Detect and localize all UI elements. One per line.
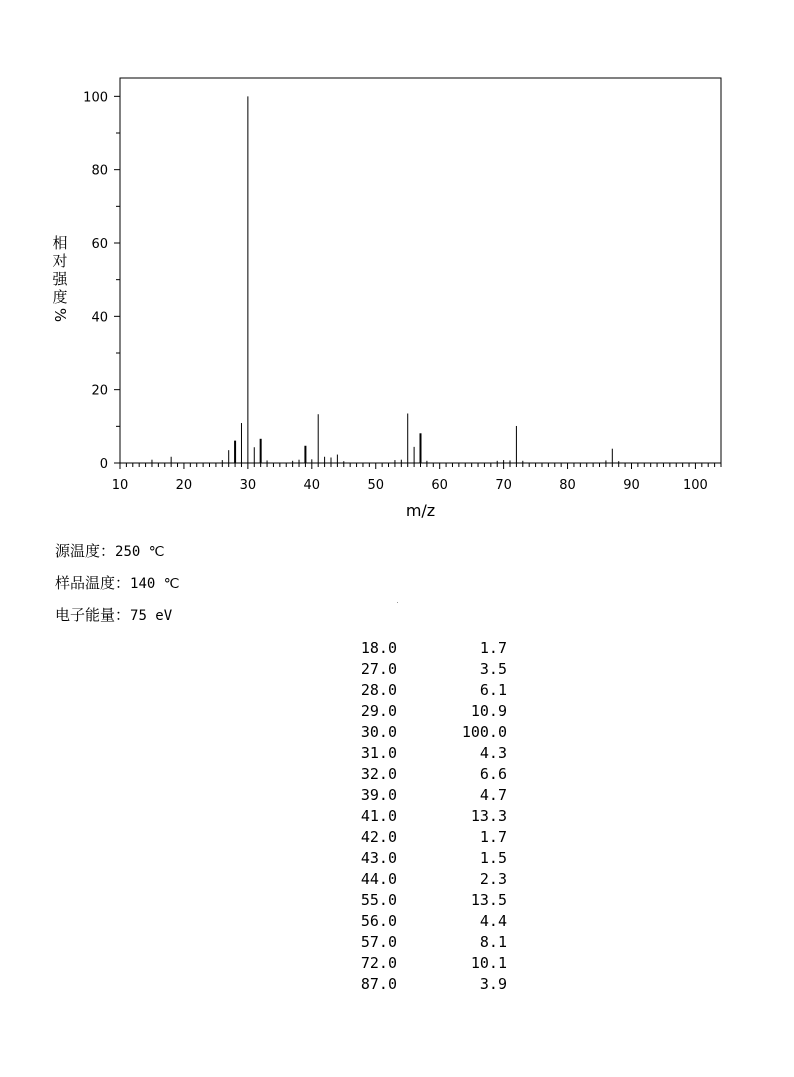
y-axis-label-char: 强: [52, 270, 68, 288]
peak-table-row: [345, 680, 507, 701]
peak-abundance: 1.7: [479, 828, 507, 846]
acquisition-conditions: [55, 538, 179, 634]
x-axis-title: m/z: [405, 501, 436, 520]
peak-abundance: 2.3: [479, 870, 507, 888]
peak-mz: 41.0: [360, 807, 397, 825]
peak-mz: 32.0: [360, 765, 397, 783]
x-tick-label: 20: [175, 478, 193, 493]
peak-abundance: 10.1: [470, 954, 507, 972]
peak-abundance: 13.5: [470, 891, 507, 909]
peak-abundance: 6.6: [479, 765, 507, 783]
condition-value: 250 ℃: [115, 544, 165, 560]
peak-mz: 42.0: [360, 828, 397, 846]
x-tick-label: 40: [303, 478, 321, 493]
peak-mz: 43.0: [360, 849, 397, 867]
x-tick-label: 50: [367, 478, 385, 493]
condition-value: 75 eV: [130, 608, 173, 624]
x-tick-label: 70: [495, 478, 512, 493]
condition-electron-energy: [55, 602, 179, 634]
peak-table-row: [345, 974, 507, 995]
y-axis-label: [50, 234, 70, 324]
peak-mz: 28.0: [360, 681, 397, 699]
peak-table-row: [345, 911, 507, 932]
peak-mz: 72.0: [360, 954, 397, 972]
peak-abundance: 4.4: [479, 912, 507, 930]
peak-mz: 39.0: [360, 786, 397, 804]
peak-table-row: [345, 638, 507, 659]
peak-table-row: [345, 890, 507, 911]
peak-table-row: [345, 827, 507, 848]
y-axis-unit: %: [51, 307, 69, 323]
peak-mz: 18.0: [360, 639, 397, 657]
peak-abundance: 1.5: [479, 849, 507, 867]
y-tick-label: 0: [99, 457, 108, 472]
x-tick-label: 10: [111, 478, 129, 493]
x-tick-label: 90: [623, 478, 640, 493]
x-tick-label: 80: [559, 478, 576, 493]
peak-table-row: [345, 785, 507, 806]
y-tick-label: 80: [91, 163, 108, 179]
peak-table-row: [345, 932, 507, 953]
x-tick-label: 60: [431, 478, 448, 493]
peak-table-row: [345, 659, 507, 680]
peak-table-row: [345, 806, 507, 827]
peak-table-row: [345, 953, 507, 974]
peak-abundance: 6.1: [479, 681, 507, 699]
peak-mz: 30.0: [360, 723, 397, 741]
condition-label: 源温度：: [55, 542, 116, 560]
y-tick-label: 20: [91, 383, 108, 399]
peak-mz: 56.0: [360, 912, 397, 930]
spectrum-plot: [0, 0, 794, 530]
peak-abundance: 3.9: [479, 975, 507, 993]
peak-abundance: 1.7: [479, 639, 507, 657]
y-axis-label-char: 度: [52, 288, 68, 306]
y-axis-label-char: 相: [52, 234, 68, 252]
y-axis-label-char: 对: [52, 252, 68, 270]
x-tick-label: 30: [239, 478, 257, 493]
peak-table-row: [345, 764, 507, 785]
peak-table: [345, 638, 507, 995]
condition-label: 样品温度：: [55, 574, 131, 592]
y-tick-label: 60: [91, 237, 108, 252]
y-tick-label: 100: [83, 90, 108, 106]
condition-sample-temp: [55, 570, 179, 602]
peak-mz: 55.0: [360, 891, 397, 909]
peak-abundance: 8.1: [479, 933, 507, 951]
peak-abundance: 3.5: [479, 660, 507, 678]
condition-source-temp: [55, 538, 179, 570]
peak-mz: 87.0: [360, 975, 397, 993]
peak-mz: 27.0: [360, 660, 397, 678]
y-tick-label: 40: [91, 310, 108, 326]
spectrum-svg: [0, 0, 794, 530]
peak-table-row: [345, 743, 507, 764]
peak-abundance: 10.9: [470, 702, 507, 720]
plot-frame: [120, 78, 721, 463]
peak-abundance: 100.0: [461, 723, 507, 741]
peak-table-row: [345, 869, 507, 890]
spectrum-chart: [0, 0, 794, 530]
peak-mz: 44.0: [360, 870, 397, 888]
peak-table-row: [345, 701, 507, 722]
peak-table-row: [345, 848, 507, 869]
x-tick-label: 100: [683, 478, 708, 493]
peak-mz: 57.0: [360, 933, 397, 951]
stray-dot: [397, 602, 398, 603]
peak-table-row: [345, 722, 507, 743]
peak-abundance: 13.3: [470, 807, 507, 825]
condition-value: 140 ℃: [130, 576, 180, 592]
peak-abundance: 4.7: [479, 786, 507, 804]
peak-mz: 29.0: [360, 702, 397, 720]
peak-mz: 31.0: [360, 744, 397, 762]
condition-label: 电子能量：: [55, 606, 131, 624]
peak-abundance: 4.3: [479, 744, 507, 762]
